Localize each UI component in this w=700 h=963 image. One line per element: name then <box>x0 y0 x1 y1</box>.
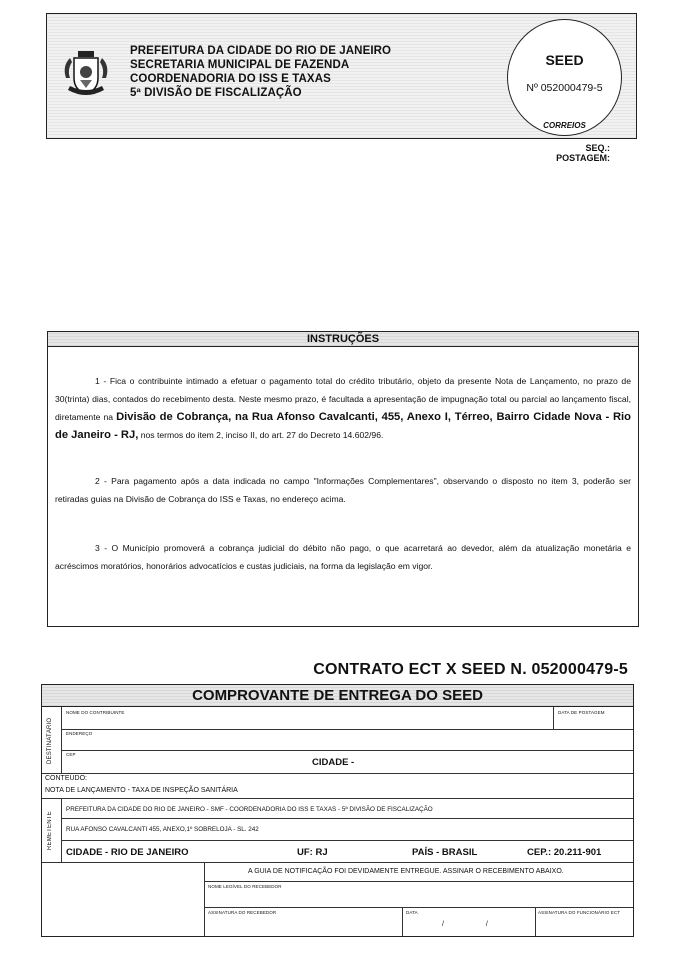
data-label: DATA <box>406 910 418 915</box>
divider <box>42 798 633 799</box>
divider <box>553 707 554 729</box>
instruction-1-address: Divisão de Cobrança, na Rua Afonso Cavalcanti, 455, Anexo I, Térreo, Bairro Cidade Nova - Rio de Janeiro - RJ, <box>55 411 631 441</box>
instructions-title: INSTRUÇÕES <box>48 332 638 347</box>
divider <box>204 907 633 908</box>
city-coat-of-arms <box>58 48 114 100</box>
instruction-1-text-c: nos termos do item 2, inciso II, do art. 27 do Decreto 14.602/96. <box>140 430 384 440</box>
delivery-receipt <box>41 684 634 937</box>
org-line-1: PREFEITURA DA CIDADE DO RIO DE JANEIRO <box>130 45 392 57</box>
remetente-line-2: RUA AFONSO CAVALCANTI 455, ANEXO,1º SOBRELOJA - SL. 242 <box>66 826 259 833</box>
instruction-paragraph-3: 3 - O Município promoverá a cobrança judicial do débito não pago, o que acarretará ao devedor, além da atualização monetária e acréscimos moratórios, honorários advocatícios e custas judiciais, na forma da legislação em vigor. <box>55 543 631 571</box>
divider <box>61 729 633 730</box>
divider <box>42 773 633 774</box>
divider <box>204 862 205 936</box>
stamp-title: SEED <box>545 52 584 68</box>
remetente-uf: UF: RJ <box>297 847 328 858</box>
org-line-4: 5ª DIVISÃO DE FISCALIZAÇÃO <box>130 87 302 99</box>
sequence-block <box>556 143 610 163</box>
divider <box>61 707 62 773</box>
nome-recebedor-label: NOME LEGÍVEL DO RECEBEDOR <box>208 884 282 889</box>
org-line-2: SECRETARIA MUNICIPAL DE FAZENDA <box>130 59 350 71</box>
divider <box>61 840 633 841</box>
conteudo-label: CONTEÚDO: <box>45 775 87 782</box>
divider <box>402 907 403 936</box>
seed-stamp <box>507 19 622 136</box>
stamp-number: Nº 052000479-5 <box>526 82 603 94</box>
remetente-pais: PAÍS - BRASIL <box>412 847 478 858</box>
cidade-label: CIDADE - <box>312 757 355 768</box>
remetente-label: REMETENTE <box>47 811 53 851</box>
divider <box>61 750 633 751</box>
instruction-paragraph-2: 2 - Para pagamento após a data indicada no campo "Informações Complementares", observando o disposto no item 3, poderão ser retiradas guias na Divisão de Cobrança do ISS e Taxas, no endereço acima. <box>55 476 631 504</box>
divider <box>61 798 62 862</box>
data-value: / / <box>442 921 488 928</box>
correios-logo: CORREIOS <box>543 121 586 130</box>
receipt-title: COMPROVANTE DE ENTREGA DO SEED <box>42 685 633 707</box>
cep-label: CEP <box>66 752 76 757</box>
instruction-1-text-a: 1 - Fica o contribuinte intimado a efetuar o pagamento total do crédito tributário, objeto da presente Nota de Lançamento, no prazo de 30(trinta) dias, contados do recebimento desta. Neste mesmo prazo, é facultada a apresentação de impugnação total ou parcial ao lançamento fiscal, diretamente na <box>55 376 631 422</box>
remetente-cidade: CIDADE - RIO DE JANEIRO <box>66 847 189 858</box>
contract-number: CONTRATO ECT X SEED N. 052000479-5 <box>313 661 628 678</box>
divider <box>61 818 633 819</box>
instructions-box <box>47 331 639 627</box>
seq-label: SEQ.: <box>585 143 610 153</box>
delivery-notice: A GUIA DE NOTIFICAÇÃO FOI DEVIDAMENTE ENTREGUE. ASSINAR O RECEBIMENTO ABAIXO. <box>248 868 564 875</box>
assinatura-recebedor-label: ASSINATURA DO RECEBEDOR <box>208 910 277 915</box>
destinatario-label: DESTINATÁRIO <box>47 717 53 765</box>
data-postagem-label: DATA DE POSTAGEM <box>558 710 605 715</box>
divider <box>535 907 536 936</box>
postagem-label: POSTAGEM: <box>556 153 610 163</box>
assinatura-funcionario-label: ASSINATURA DO FUNCIONÁRIO ECT <box>538 910 621 915</box>
org-line-3: COORDENADORIA DO ISS E TAXAS <box>130 73 331 85</box>
remetente-line-1: PREFEITURA DA CIDADE DO RIO DE JANEIRO - SMF - COORDENADORIA DO ISS E TAXAS - 5ª DIVISÃO DE FISCALIZAÇÃO <box>66 806 433 813</box>
instruction-paragraph-1 <box>55 372 631 444</box>
nome-contribuinte-label: NOME DO CONTRIBUINTE <box>66 710 125 715</box>
divider <box>42 862 633 863</box>
remetente-cep: CEP.: 20.211-901 <box>527 847 602 858</box>
endereco-label: ENDEREÇO <box>66 731 93 736</box>
divider <box>204 881 633 882</box>
conteudo-value: NOTA DE LANÇAMENTO - TAXA DE INSPEÇÃO SANITÁRIA <box>45 787 238 794</box>
organization-block <box>130 44 391 100</box>
